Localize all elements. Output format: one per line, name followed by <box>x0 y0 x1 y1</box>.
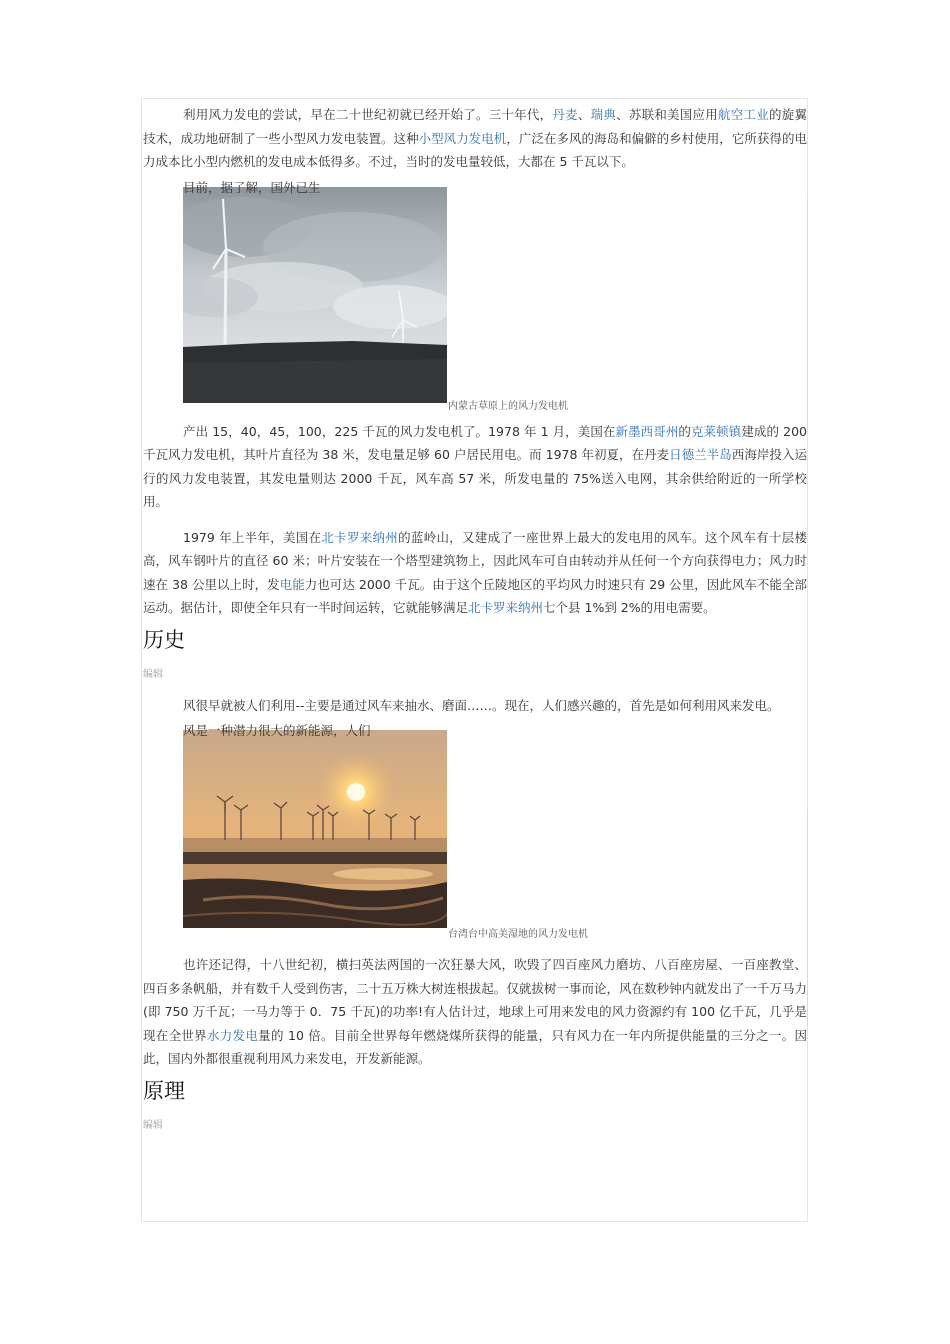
text: 西海岸投入运行的风力发电装置，其发电量则达 2000 千瓦，风车高 57 米，所发电量的 75%送入电网，其余供给附近的一所学校用。 <box>143 447 807 509</box>
link-aviation-industry[interactable]: 航空工业 <box>718 107 769 122</box>
link-hydropower[interactable]: 水力发电 <box>206 1027 259 1043</box>
section-title-principle: 原理 <box>143 1078 185 1103</box>
link-danmai[interactable]: 丹麦 <box>552 107 578 122</box>
text: 量的 10 倍。目前全世界每年燃烧煤所获得的能量，只有风力在一年内所提供能量的三分之一。因此，国内外都很重视利用风力来发电，开发新能源。 <box>143 1027 807 1066</box>
paragraph <box>143 420 807 514</box>
link-north-carolina[interactable]: 北卡罗来纳州 <box>321 529 399 545</box>
wind-turbine-sunset-image <box>183 730 447 928</box>
section-title-history: 历史 <box>143 627 185 652</box>
text: 也许还记得，十八世纪初，横扫英法两国的一次狂暴大风，吹毁了四百座风力磨坊、八百座房屋、一百座教堂、四百多条帆船，并有数千人受到伤害，二十五万株大树连根拔起。仅就拔树一事而论，风在数秒钟内就发出了一千万马力(即 750 万千瓦；一马力等于 0．75 千瓦)的功率!有人估计过，地球上可用来发电的风力资源约有 100 亿千瓦，几乎是现在全世界 <box>143 957 807 1043</box>
figure-caption: 台湾台中高美湿地的风力发电机 <box>448 929 588 940</box>
text: 、苏联和美国应用 <box>616 107 719 122</box>
figure-inner-mongolia <box>143 179 807 420</box>
text: 风很早就被人们利用--主要是通过风车来抽水、磨面……。现在，人们感兴趣的，首先是如何利用风来发电。 <box>183 697 780 713</box>
text: 1979 年上半年，美国在 <box>183 529 322 545</box>
link-jutland[interactable]: 日德兰半岛 <box>669 447 732 462</box>
edit-link[interactable]: 编辑 <box>143 668 163 680</box>
text: 产出 15，40，45，100，225 千瓦的风力发电机了。1978 年 1 月，美国在 <box>183 423 616 439</box>
text: 力也可达 2000 千瓦。由于这个丘陵地区的平均风力时速只有 29 公里，因此风车不能全部运动。据估计，即使全年只有一半时间运转，它就能够满足 <box>143 576 807 615</box>
text: 建成的 200 千瓦风力发电机，其叶片直径为 38 米，发电量足够 60 户居民用电。而 1978 年初夏，在丹麦 <box>143 423 807 462</box>
link-electric-energy[interactable]: 电能 <box>279 576 305 592</box>
link-ruidian[interactable]: 瑞典 <box>590 107 617 122</box>
text: 、 <box>577 107 591 122</box>
figure-taiwan-wetland <box>143 723 807 953</box>
text: 利用风力发电的尝试，早在二十世纪初就已经开始了。三十年代， <box>183 107 553 122</box>
paragraph <box>143 694 807 718</box>
figure-lead-text: 风是一种潜力很大的新能源，人们 <box>183 723 371 738</box>
link-small-wind-turbine[interactable]: 小型风力发电机 <box>418 130 507 146</box>
article-content <box>143 103 807 1133</box>
text: 的蓝岭山，又建成了一座世界上最大的发电用的风车。这个风车有十层楼高，风车钢叶片的直径 60 米；叶片安装在一个塔型建筑物上，因此风车可自由转动并从任何一个方向获得电力；风力时速在 38 公里以上时，发 <box>143 529 807 592</box>
wind-turbine-grassland-image <box>183 187 447 403</box>
figure-lead-text: 目前，据了解，国外已生 <box>183 179 321 195</box>
vertical-divider <box>807 810 808 1026</box>
link-new-mexico[interactable]: 新墨西哥州 <box>615 423 679 439</box>
paragraph <box>143 103 807 174</box>
figure-caption: 内蒙古草原上的风力发电机 <box>448 400 568 412</box>
text: 的 <box>678 423 691 439</box>
text: ，广泛在多风的海岛和偏僻的乡村使用，它所获得的电力成本比小型内燃机的发电成本低得多。不过，当时的发电量较低，大都在 5 千瓦以下。 <box>143 130 807 169</box>
paragraph <box>143 953 807 1071</box>
text: 七个县 1%到 2%的用电需要。 <box>543 600 716 615</box>
link-north-carolina[interactable]: 北卡罗来纳州 <box>468 600 544 615</box>
edit-link[interactable]: 编辑 <box>143 1119 163 1131</box>
vertical-divider <box>807 198 808 433</box>
text: 的旋翼技术，成功地研制了一些小型风力发电装置。这种 <box>143 107 807 146</box>
paragraph <box>143 526 807 620</box>
link-clayton[interactable]: 克莱顿镇 <box>691 423 742 439</box>
